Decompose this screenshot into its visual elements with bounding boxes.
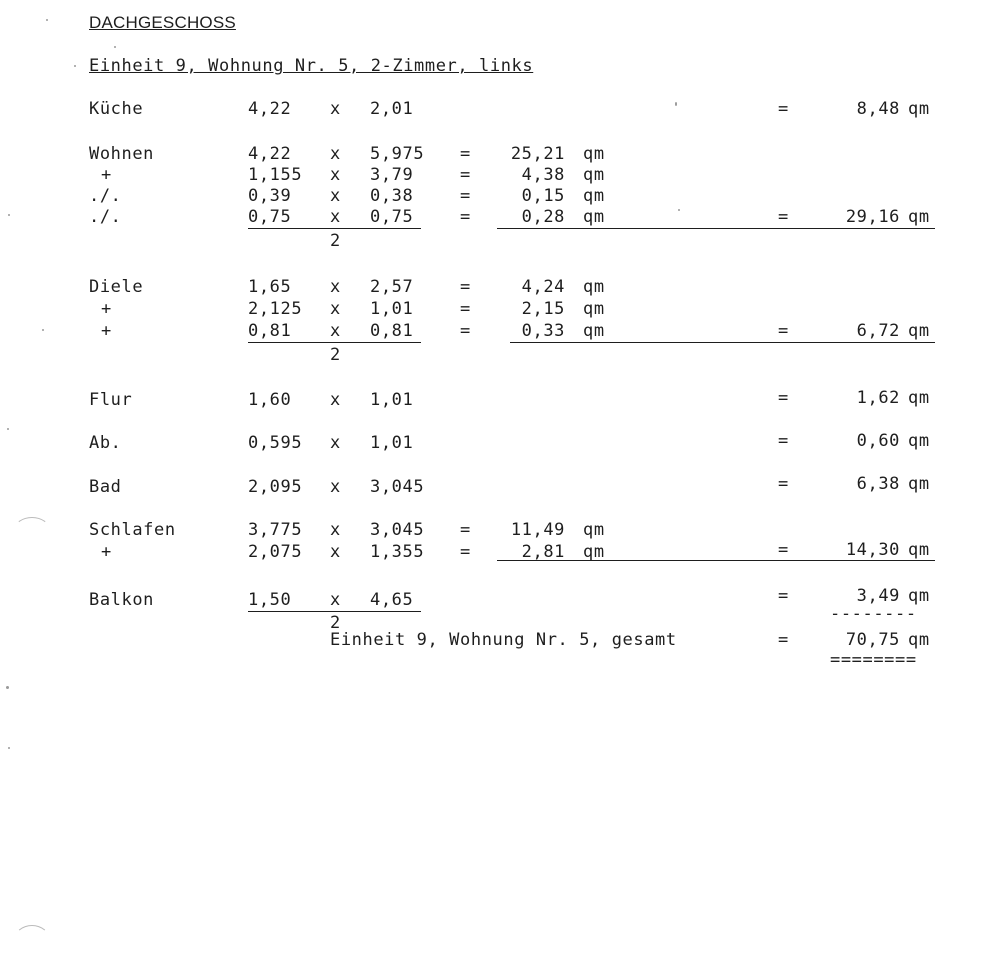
- times-sign: x: [330, 390, 341, 410]
- times-sign: x: [330, 321, 341, 341]
- dash-separator: --------: [830, 604, 917, 624]
- room-total: 3,49: [856, 586, 900, 606]
- equals-sign: =: [778, 474, 789, 494]
- times-sign: x: [330, 207, 341, 227]
- scan-speck: [6, 686, 9, 689]
- room-total: 29,16: [845, 207, 900, 227]
- unit: qm: [583, 207, 605, 227]
- equals-sign: =: [778, 99, 789, 119]
- summary-label: Einheit 9, Wohnung Nr. 5, gesamt: [330, 630, 677, 650]
- unit: qm: [583, 277, 605, 297]
- equals-sign: =: [460, 186, 471, 206]
- partial-value: 11,49: [510, 520, 565, 540]
- dim-a: 1,60: [248, 390, 292, 410]
- dim-b: 4,65: [370, 590, 414, 610]
- dim-b: 1,355: [370, 542, 425, 562]
- times-sign: x: [330, 165, 341, 185]
- unit: qm: [908, 540, 930, 560]
- dim-a: 1,65: [248, 277, 292, 297]
- times-sign: x: [330, 299, 341, 319]
- times-sign: x: [330, 590, 341, 610]
- scan-speck: [8, 747, 10, 749]
- equals-sign: =: [460, 321, 471, 341]
- room-label: Schlafen: [89, 520, 176, 540]
- room-label: Küche: [89, 99, 144, 119]
- room-label: Diele: [89, 277, 144, 297]
- dim-a: 2,125: [248, 299, 303, 319]
- fraction-bar: [248, 228, 421, 229]
- dim-b: 2,01: [370, 99, 414, 119]
- unit: qm: [908, 388, 930, 408]
- scan-speck: [7, 428, 9, 430]
- dim-b: 1,01: [370, 390, 414, 410]
- room-total: 8,48: [856, 99, 900, 119]
- dim-a: 2,095: [248, 477, 303, 497]
- equals-sign: =: [460, 542, 471, 562]
- dim-b: 3,045: [370, 477, 425, 497]
- unit: qm: [908, 321, 930, 341]
- scan-speck: [42, 329, 44, 331]
- unit: qm: [583, 144, 605, 164]
- sum-underline: [497, 228, 935, 229]
- equals-sign: =: [460, 144, 471, 164]
- times-sign: x: [330, 186, 341, 206]
- scan-speck: [114, 46, 116, 48]
- divisor: 2: [330, 613, 341, 633]
- plus-sign: +: [101, 542, 112, 562]
- double-separator: ========: [830, 650, 917, 670]
- scan-speck: [678, 209, 680, 211]
- dim-a: 4,22: [248, 144, 292, 164]
- divisor: 2: [330, 231, 341, 251]
- room-label: Bad: [89, 477, 122, 497]
- dim-a: 4,22: [248, 99, 292, 119]
- unit: qm: [583, 165, 605, 185]
- dim-a: 1,155: [248, 165, 303, 185]
- equals-sign: =: [460, 165, 471, 185]
- equals-sign: =: [778, 431, 789, 451]
- room-label: Flur: [89, 390, 133, 410]
- room-total: 14,30: [845, 540, 900, 560]
- unit: qm: [908, 474, 930, 494]
- scan-speck: [675, 102, 677, 106]
- dim-a: 0,81: [248, 321, 292, 341]
- sum-underline: [510, 342, 935, 343]
- fraction-bar: [248, 342, 421, 343]
- unit: qm: [908, 99, 930, 119]
- times-sign: x: [330, 477, 341, 497]
- times-sign: x: [330, 433, 341, 453]
- dim-a: 0,595: [248, 433, 303, 453]
- dim-b: 0,81: [370, 321, 414, 341]
- scan-arc-mark: [14, 517, 50, 543]
- sum-underline: [497, 560, 935, 561]
- room-label: Ab.: [89, 433, 122, 453]
- dim-b: 0,38: [370, 186, 414, 206]
- partial-value: 4,24: [521, 277, 565, 297]
- partial-value: 0,28: [521, 207, 565, 227]
- equals-sign: =: [778, 388, 789, 408]
- dim-b: 3,79: [370, 165, 414, 185]
- unit: qm: [908, 207, 930, 227]
- times-sign: x: [330, 520, 341, 540]
- equals-sign: =: [778, 207, 789, 227]
- dim-b: 5,975: [370, 144, 425, 164]
- dim-b: 2,57: [370, 277, 414, 297]
- times-sign: x: [330, 277, 341, 297]
- partial-value: 2,15: [521, 299, 565, 319]
- plus-sign: +: [101, 165, 112, 185]
- partial-value: 25,21: [510, 144, 565, 164]
- times-sign: x: [330, 144, 341, 164]
- floor-heading: DACHGESCHOSS: [89, 13, 236, 32]
- room-label: Wohnen: [89, 144, 155, 164]
- dim-a: 0,75: [248, 207, 292, 227]
- dim-b: 1,01: [370, 299, 414, 319]
- unit: qm: [908, 586, 930, 606]
- dim-a: 0,39: [248, 186, 292, 206]
- equals-sign: =: [460, 299, 471, 319]
- unit: qm: [583, 520, 605, 540]
- plus-sign: +: [101, 299, 112, 319]
- unit: qm: [583, 299, 605, 319]
- minus-sign: ./.: [89, 186, 122, 206]
- room-total: 0,60: [856, 431, 900, 451]
- unit-title: Einheit 9, Wohnung Nr. 5, 2-Zimmer, links: [89, 56, 534, 76]
- dim-a: 3,775: [248, 520, 303, 540]
- unit: qm: [908, 431, 930, 451]
- equals-sign: =: [460, 520, 471, 540]
- dim-b: 1,01: [370, 433, 414, 453]
- equals-sign: =: [460, 207, 471, 227]
- plus-sign: +: [101, 321, 112, 341]
- scan-arc-mark: [14, 925, 50, 955]
- partial-value: 2,81: [521, 542, 565, 562]
- room-label: Balkon: [89, 590, 155, 610]
- grand-total: 70,75: [845, 630, 900, 650]
- times-sign: x: [330, 99, 341, 119]
- room-total: 6,72: [856, 321, 900, 341]
- times-sign: x: [330, 542, 341, 562]
- dim-a: 1,50: [248, 590, 292, 610]
- fraction-bar: [248, 611, 421, 612]
- unit: qm: [583, 542, 605, 562]
- scan-speck: [46, 19, 48, 21]
- unit: qm: [583, 186, 605, 206]
- partial-value: 0,33: [521, 321, 565, 341]
- unit: qm: [583, 321, 605, 341]
- divisor: 2: [330, 345, 341, 365]
- unit: qm: [908, 630, 930, 650]
- scan-speck: [8, 214, 10, 216]
- partial-value: 4,38: [521, 165, 565, 185]
- scan-speck: [74, 65, 76, 67]
- room-total: 6,38: [856, 474, 900, 494]
- equals-sign: =: [778, 630, 789, 650]
- equals-sign: =: [778, 321, 789, 341]
- partial-value: 0,15: [521, 186, 565, 206]
- equals-sign: =: [778, 586, 789, 606]
- room-total: 1,62: [856, 388, 900, 408]
- equals-sign: =: [460, 277, 471, 297]
- dim-a: 2,075: [248, 542, 303, 562]
- dim-b: 0,75: [370, 207, 414, 227]
- equals-sign: =: [778, 540, 789, 560]
- dim-b: 3,045: [370, 520, 425, 540]
- minus-sign: ./.: [89, 207, 122, 227]
